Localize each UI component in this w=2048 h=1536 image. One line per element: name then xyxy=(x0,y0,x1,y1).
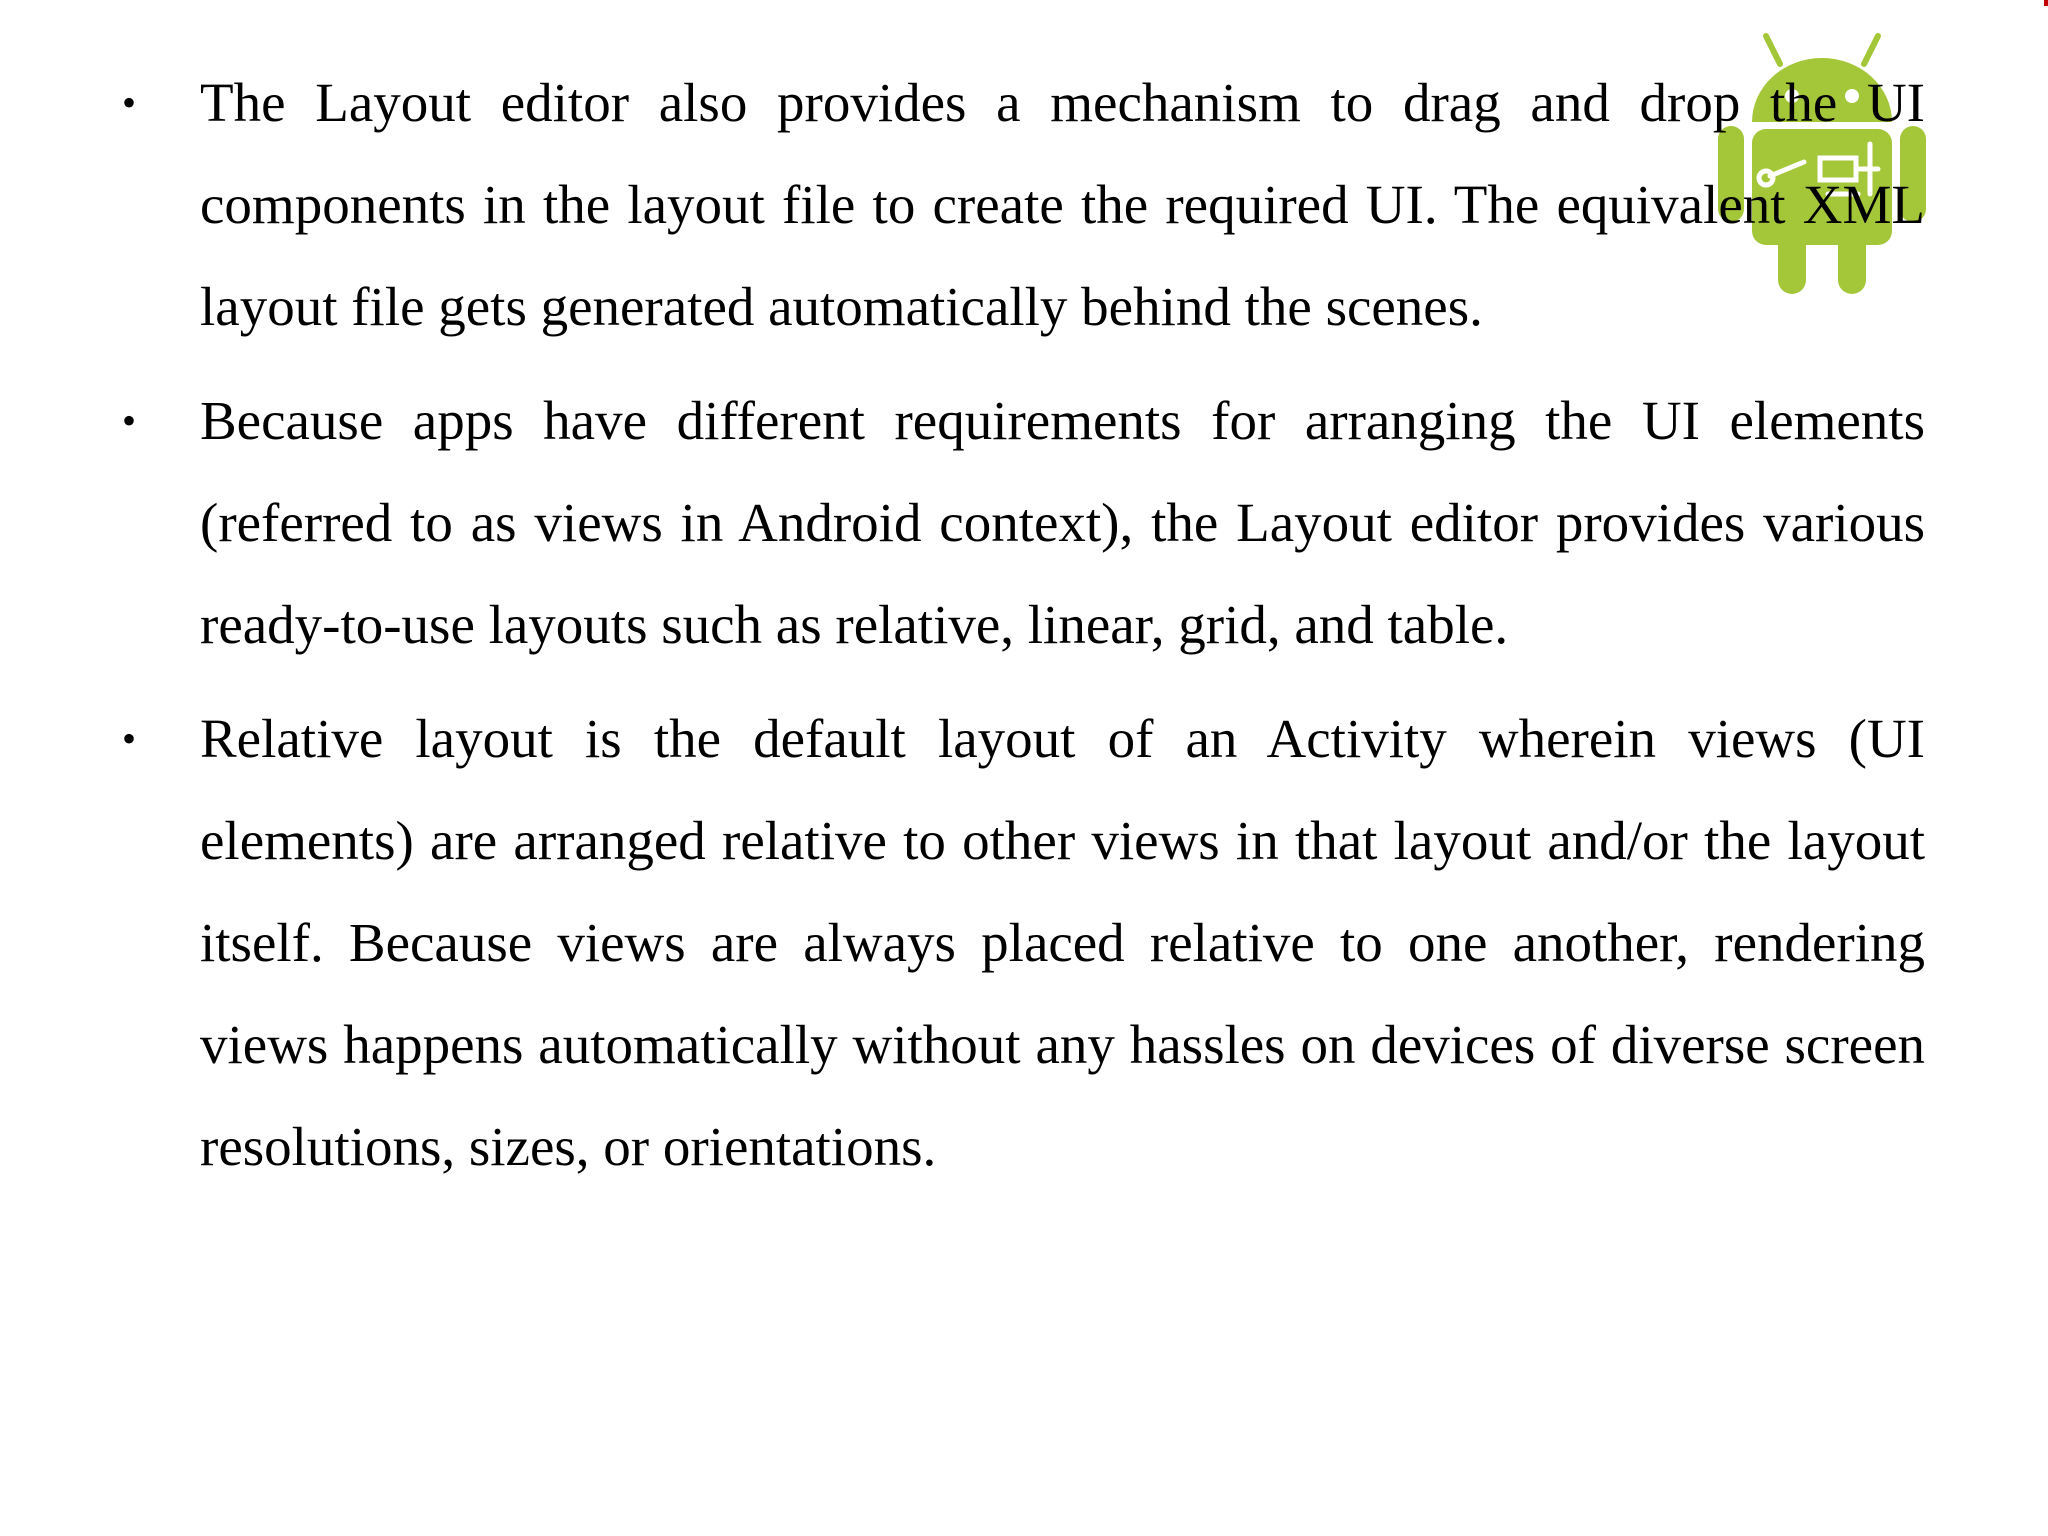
bullet-marker: • xyxy=(122,398,137,443)
bullet-item-relative-layout xyxy=(118,688,1925,1198)
bullet-list xyxy=(118,52,1925,1210)
bullet-text: Because apps have different requirements for arranging the UI elements (referred to as views in Android context), the Layout editor provides various ready-to-use layouts such as relative, linear, grid, and table. xyxy=(200,390,1925,655)
bullet-text: Relative layout is the default layout of an Activity wherein views (UI elements) are arranged relative to other views in that layout and/or the layout itself. Because views are always placed relative to one another, rendering views happens automatically without any hassles on devices of diverse screen resolutions, sizes, or orientations. xyxy=(200,708,1925,1177)
corner-mark xyxy=(2044,0,2048,6)
bullet-marker: • xyxy=(122,716,137,761)
bullet-item-ready-layouts xyxy=(118,370,1925,676)
bullet-marker: • xyxy=(122,80,137,125)
bullet-item-layout-editor xyxy=(118,52,1925,358)
bullet-text: The Layout editor also provides a mechanism to drag and drop the UI components in the layout file to create the required UI. The equivalent XML layout file gets generated automatically behind the scenes. xyxy=(200,72,1925,337)
